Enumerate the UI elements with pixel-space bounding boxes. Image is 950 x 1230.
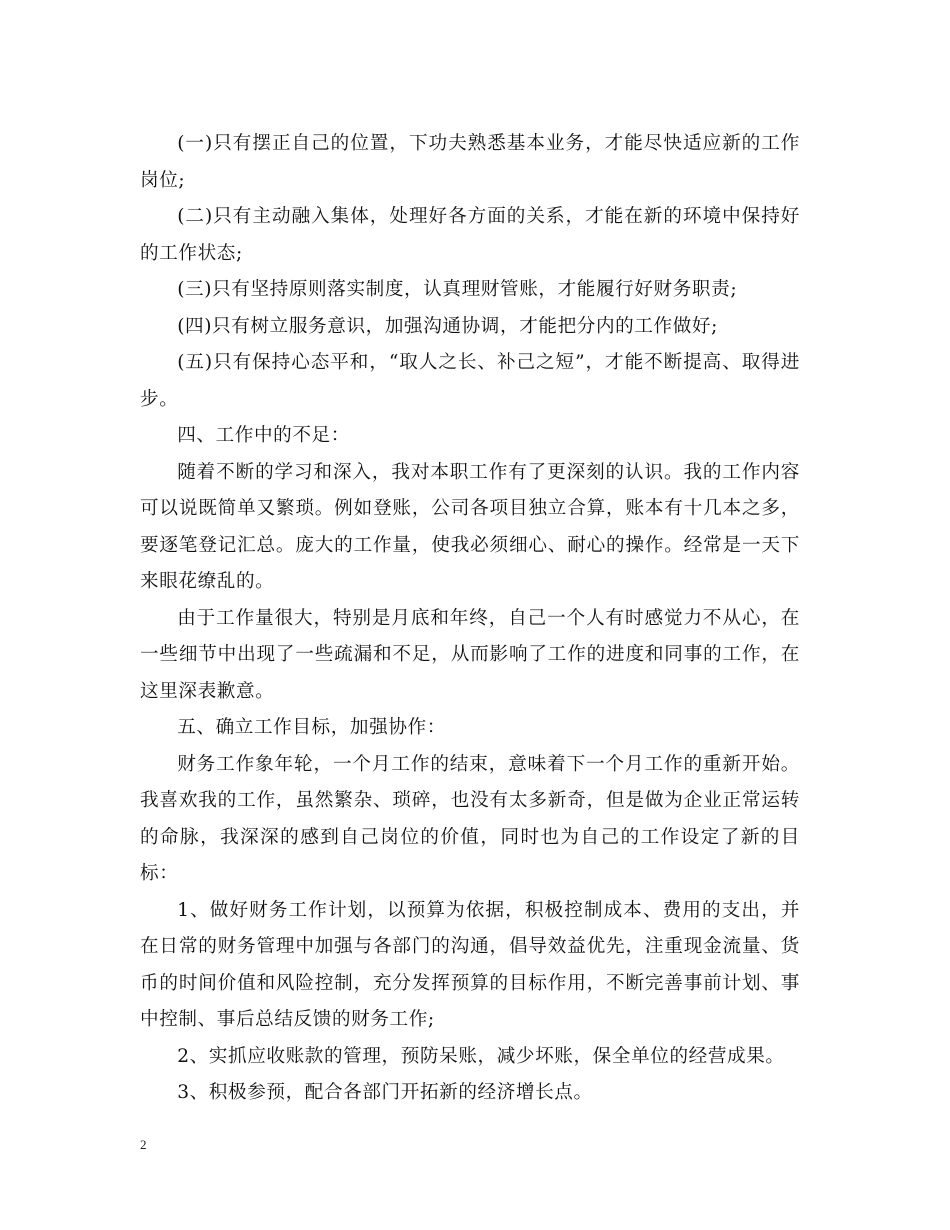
paragraph-item-1: (一)只有摆正自己的位置，下功夫熟悉基本业务，才能尽快适应新的工作岗位; bbox=[140, 133, 800, 191]
paragraph-goals-intro: 财务工作象年轮，一个月工作的结束，意味着下一个月工作的重新开始。我喜欢我的工作，虽然繁杂、琐碎，也没有太多新奇，但是做为企业正常运转的命脉，我深深的感到自己岗位的价值，同时也为自己的工作设定了新的目标： bbox=[140, 753, 800, 884]
paragraph-apology: 由于工作量很大，特别是月底和年终，自己一个人有时感觉力不从心，在一些细节中出现了一些疏漏和不足，从而影响了工作的进度和同事的工作，在这里深表歉意。 bbox=[140, 607, 800, 702]
paragraph-item-4: (四)只有树立服务意识，加强沟通协调，才能把分内的工作做好; bbox=[177, 315, 718, 337]
goal-item-2: 2、实抓应收账款的管理，预防呆账，减少坏账，保全单位的经营成果。 bbox=[177, 1045, 785, 1067]
page-number: 2 bbox=[140, 1137, 147, 1152]
paragraph-item-5: (五)只有保持心态平和，“取人之长、补己之短”，才能不断提高、取得进步。 bbox=[140, 352, 800, 410]
document-body bbox=[140, 126, 800, 1112]
paragraph-work-reflection: 随着不断的学习和深入，我对本职工作有了更深刻的认识。我的工作内容可以说既简单又繁琐。例如登账，公司各项目独立合算，账本有十几本之多，要逐笔登记汇总。庞大的工作量，使我必须细心、耐心的操作。经常是一天下来眼花缭乱的。 bbox=[140, 461, 800, 592]
goal-item-3: 3、积极参预，配合各部门开拓新的经济增长点。 bbox=[177, 1082, 593, 1103]
paragraph-item-3: (三)只有坚持原则落实制度，认真理财管账，才能履行好财务职责; bbox=[177, 279, 738, 300]
section-heading-goals: 五、确立工作目标，加强协作： bbox=[177, 717, 446, 738]
goal-item-1: 1、做好财务工作计划，以预算为依据，积极控制成本、费用的支出，并在日常的财务管理中加强与各部门的沟通，倡导效益优先，注重现金流量、货币的时间价值和风险控制，充分发挥预算的目标作用，不断完善事前计划、事中控制、事后总结反馈的财务工作; bbox=[140, 899, 800, 1030]
section-heading-shortcomings: 四、工作中的不足： bbox=[177, 425, 350, 446]
paragraph-item-2: (二)只有主动融入集体，处理好各方面的关系，才能在新的环境中保持好的工作状态; bbox=[140, 206, 800, 264]
